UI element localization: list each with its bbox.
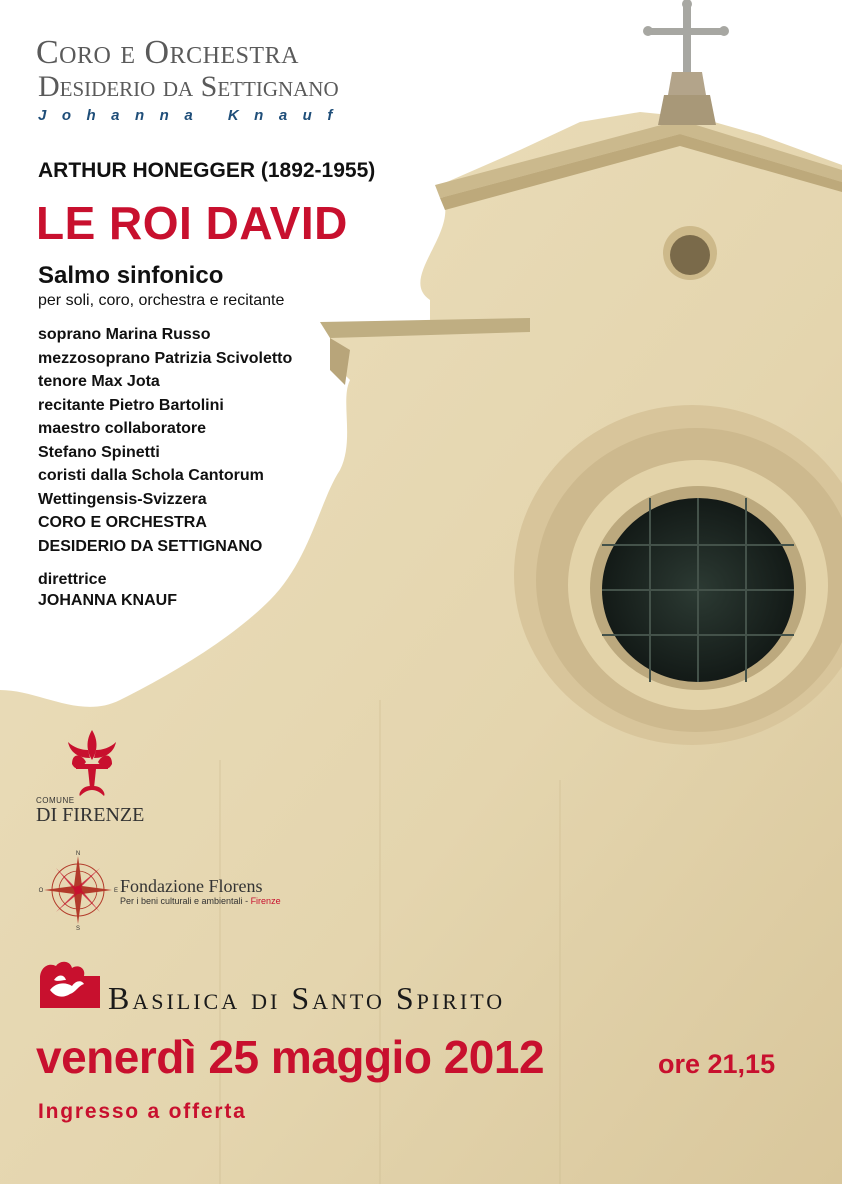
compass-west: O xyxy=(38,888,44,894)
cast-item: recitante Pietro Bartolini xyxy=(38,396,224,414)
compass-north: N xyxy=(75,851,81,857)
compass-south: S xyxy=(75,926,81,930)
cast-item: Wettingensis-Svizzera xyxy=(38,490,207,508)
event-time: ore 21,15 xyxy=(658,1049,776,1079)
fondazione-name: Fondazione Florens xyxy=(120,876,263,896)
fondazione-city: Firenze xyxy=(250,896,281,906)
comune-label-small: COMUNE xyxy=(36,796,75,805)
work-genre: Salmo sinfonico xyxy=(38,262,224,289)
ensemble-name-line1: Coro e Orchestra xyxy=(36,34,299,71)
director-banner: Johanna Knauf xyxy=(38,107,348,124)
venue-name: Basilica di Santo Spirito xyxy=(108,980,506,1016)
compass-east: E xyxy=(113,888,118,894)
fondazione-tagline-text: Per i beni culturali e ambientali - xyxy=(120,896,251,906)
work-scoring: per soli, coro, orchestra e recitante xyxy=(38,292,285,309)
comune-label-large: DI FIRENZE xyxy=(36,804,145,826)
compass-rose-icon xyxy=(38,850,118,930)
composer-title: ARTHUR HONEGGER (1892-1955) xyxy=(38,159,376,182)
cast-item: soprano Marina Russo xyxy=(38,326,211,343)
basilica-dove-logo-icon xyxy=(38,960,102,1012)
cast-item: tenore Max Jota xyxy=(38,373,160,390)
cast-item: DESIDERIO DA SETTIGNANO xyxy=(38,537,263,555)
admission-note: Ingresso a offerta xyxy=(38,1100,247,1123)
cast-item: coristi dalla Schola Cantorum xyxy=(38,467,264,484)
event-date: venerdì 25 maggio 2012 xyxy=(36,1031,545,1083)
conductor-name: JOHANNA KNAUF xyxy=(38,592,177,609)
cast-item: CORO E ORCHESTRA xyxy=(38,514,207,531)
ensemble-name-line2: Desiderio da Settignano xyxy=(38,70,339,103)
cast-item: mezzosoprano Patrizia Scivoletto xyxy=(38,349,293,367)
fleur-de-lis-icon xyxy=(64,728,120,798)
conductor-label: direttrice xyxy=(38,571,107,588)
cast-item: Stefano Spinetti xyxy=(38,443,160,461)
work-title: LE ROI DAVID xyxy=(36,197,348,249)
cast-item: maestro collaboratore xyxy=(38,420,207,437)
cast-list xyxy=(38,323,292,558)
fondazione-tagline xyxy=(120,896,281,906)
